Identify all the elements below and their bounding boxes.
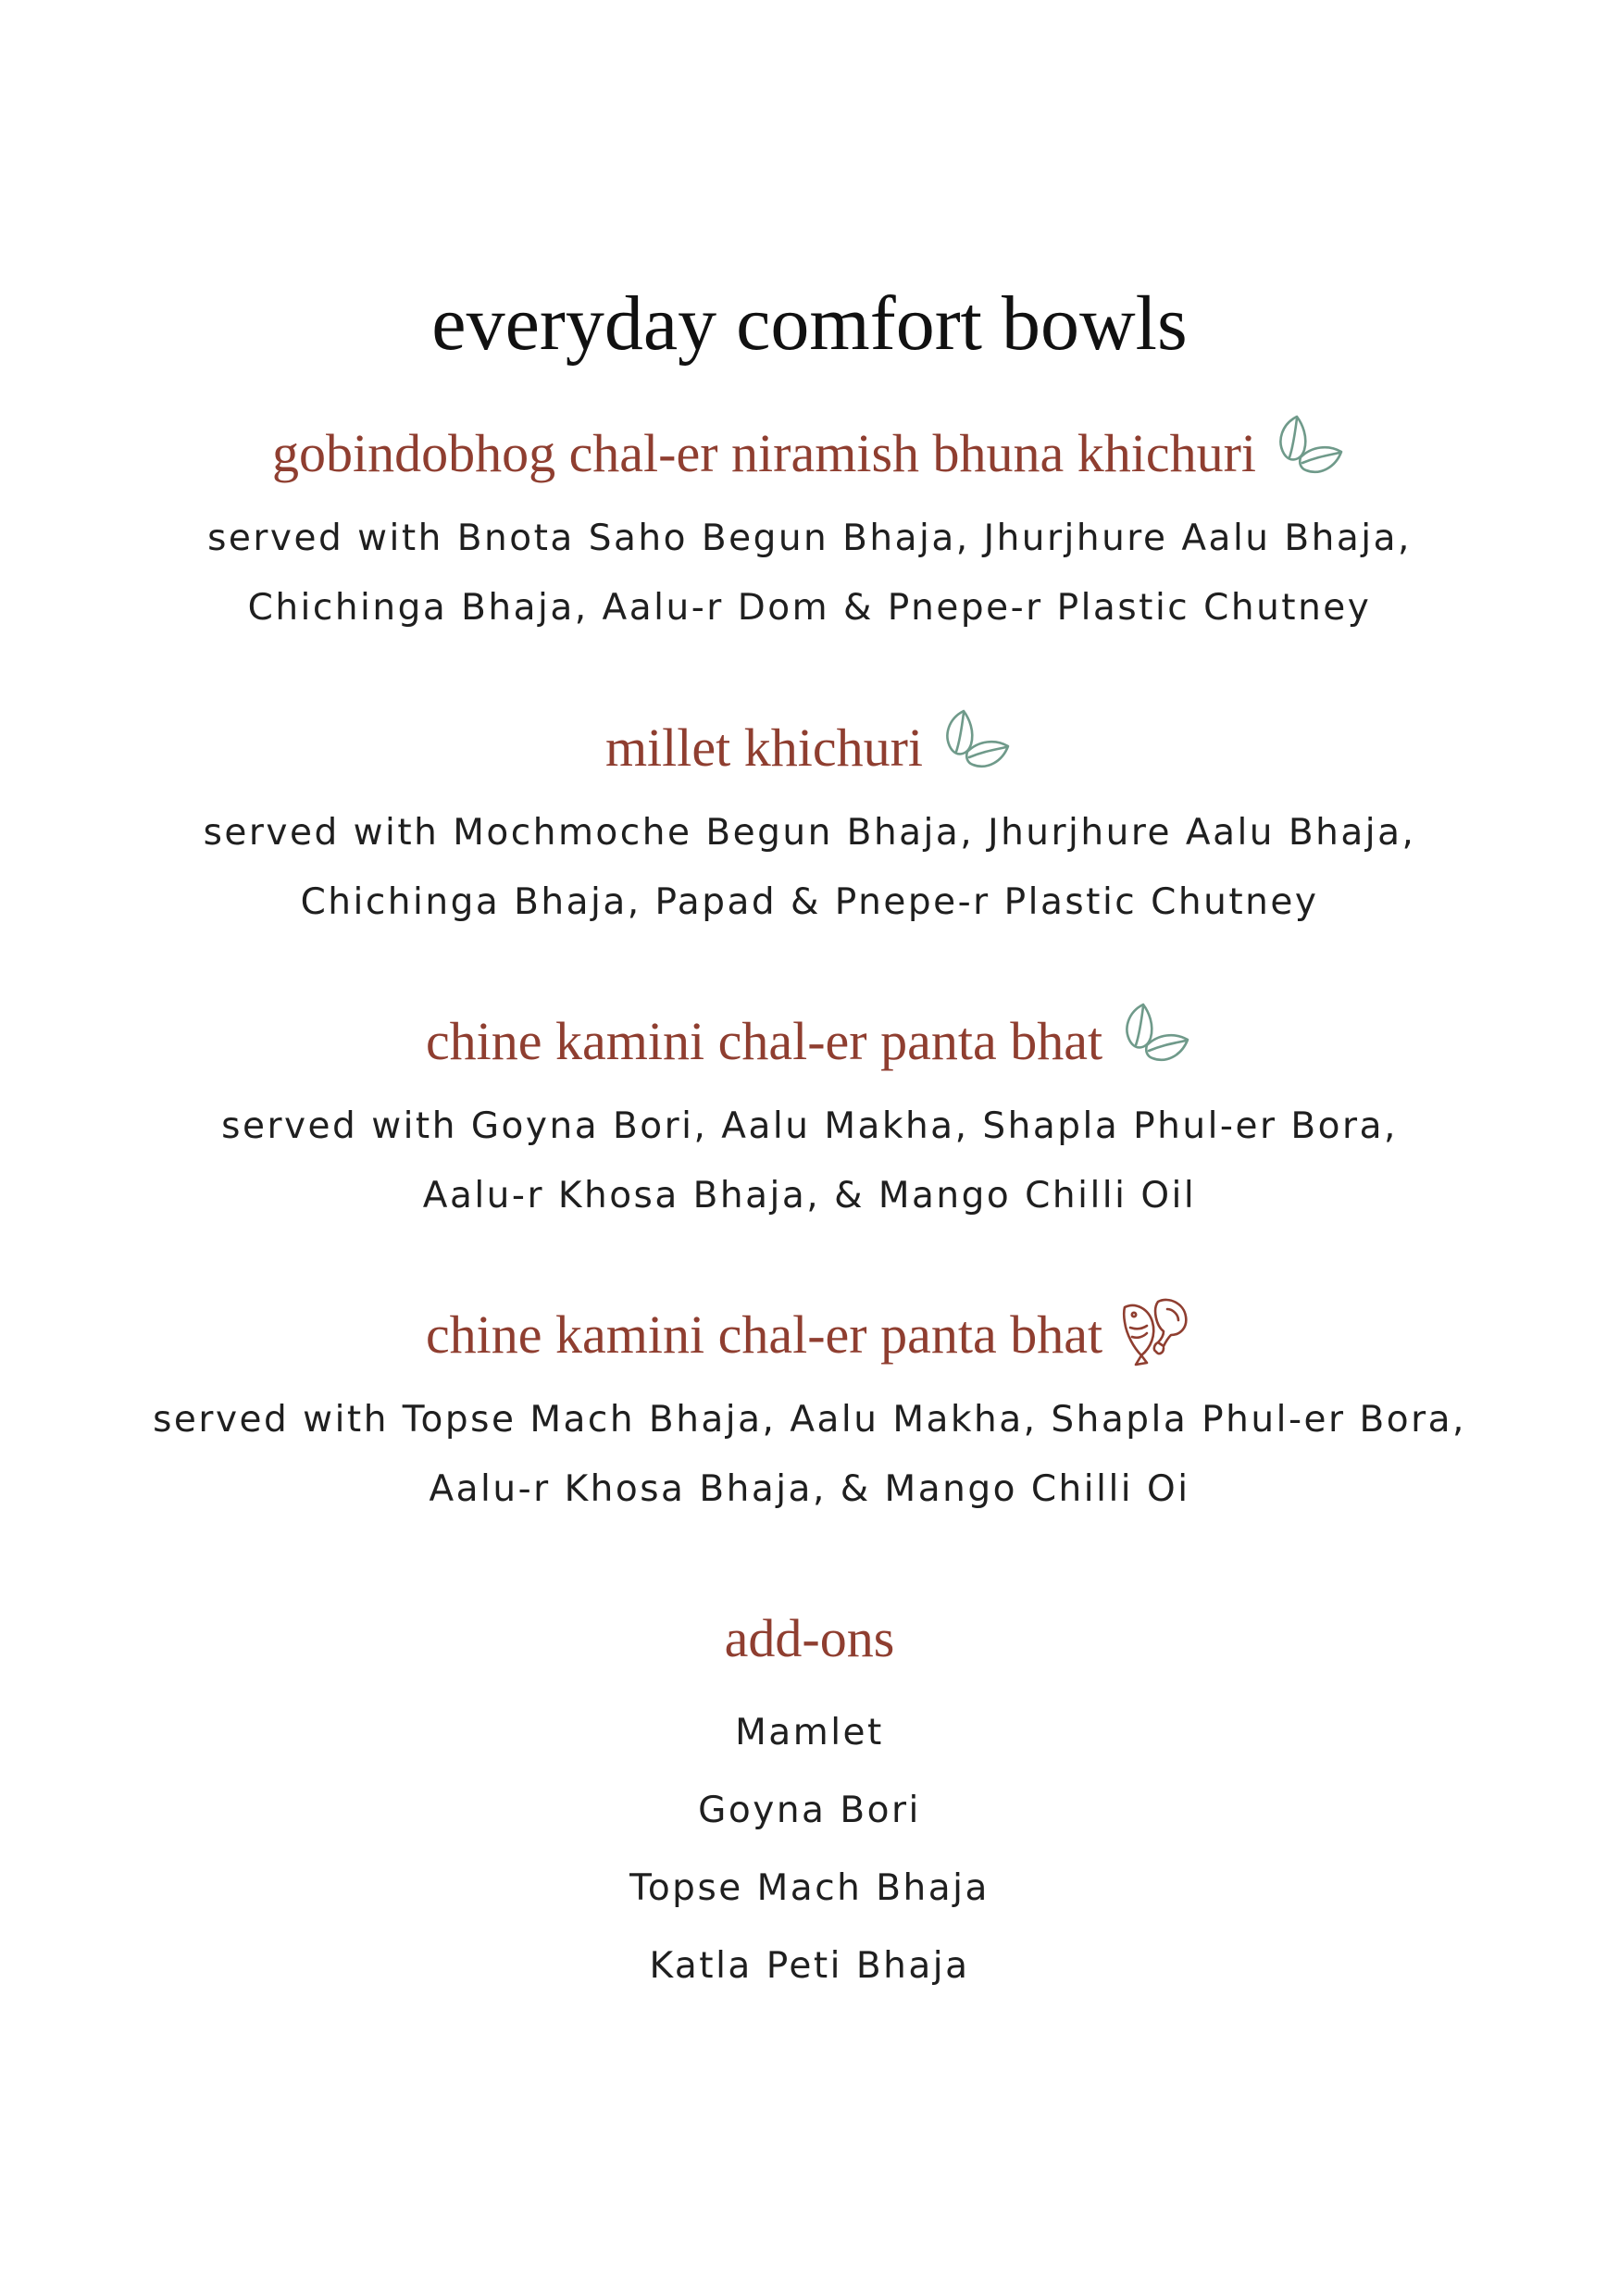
dish-name: gobindobhog chal-er niramish bhuna khichuri (271, 423, 1257, 483)
dish-name: chine kamini chal-er panta bhat (425, 1011, 1103, 1071)
dish-item (0, 1289, 1619, 1524)
description-line: Aalu-r Khosa Bhaja, & Mango Chilli Oi (429, 1468, 1190, 1510)
fish-meat-icon (1115, 1291, 1193, 1368)
menu-title: everyday comfort bowls (431, 281, 1188, 367)
description-line: served with Topse Mach Bhaja, Aalu Makha, Shapla Phul-er Bora, (153, 1399, 1466, 1441)
dish-description (0, 504, 1619, 643)
addons-title: add-ons (724, 1608, 895, 1668)
dish-header (0, 1289, 1619, 1381)
dish-header (0, 995, 1619, 1088)
description-line: Chichinga Bhaja, Papad & Pnepe-r Plastic Chutney (300, 881, 1319, 923)
dish-item (0, 407, 1619, 643)
leaf-icon (1269, 409, 1347, 487)
dish-name: chine kamini chal-er panta bhat (425, 1304, 1103, 1365)
description-line: served with Mochmoche Begun Bhaja, Jhurjhure Aalu Bhaja, (203, 812, 1416, 854)
addon-item: Goyna Bori (698, 1790, 921, 1831)
dish-description (0, 798, 1619, 937)
description-line: Aalu-r Khosa Bhaja, & Mango Chilli Oil (422, 1175, 1197, 1217)
dish-header (0, 407, 1619, 500)
dish-name: millet khichuri (604, 718, 924, 778)
addons-list (0, 1694, 1619, 2005)
dish-item (0, 995, 1619, 1230)
description-line: served with Goyna Bori, Aalu Makha, Shapla Phul-er Bora, (221, 1105, 1398, 1147)
description-line: served with Bnota Saho Begun Bhaja, Jhurjhure Aalu Bhaja, (207, 518, 1412, 559)
dish-header (0, 702, 1619, 794)
leaf-icon (1115, 997, 1193, 1075)
dish-description (0, 1385, 1619, 1524)
addon-item: Mamlet (735, 1712, 884, 1753)
description-line: Chichinga Bhaja, Aalu-r Dom & Pnepe-r Plastic Chutney (247, 587, 1372, 629)
dish-item (0, 702, 1619, 937)
addon-item: Katla Peti Bhaja (649, 1945, 970, 1987)
addon-item: Topse Mach Bhaja (629, 1867, 990, 1909)
leaf-icon (936, 704, 1014, 781)
dish-description (0, 1092, 1619, 1230)
